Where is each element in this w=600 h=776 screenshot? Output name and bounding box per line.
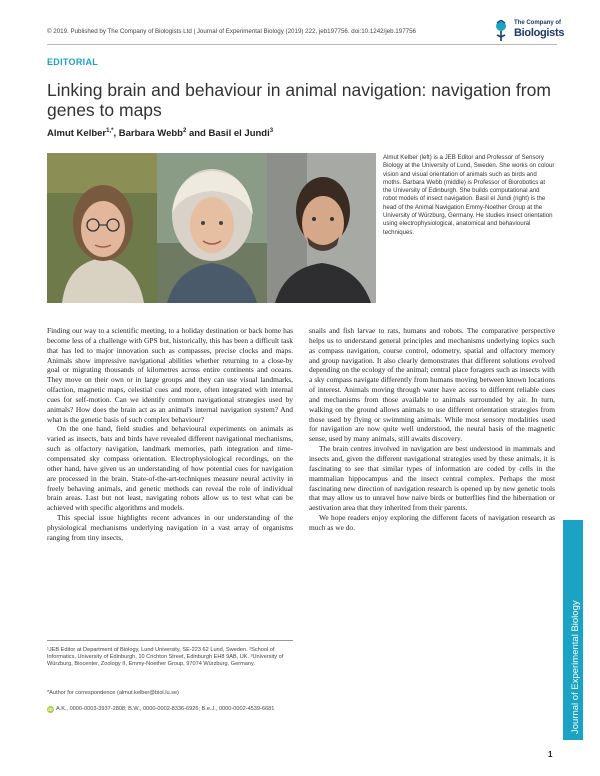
paragraph: The brain centres involved in navigation are best understood in mammals and insects and, given the different navigational strategies used by these animals, it is fascinating to see that similar types of information are coded by cells in the mammalian hippocampus and the insect central complex. Perhaps the most fascinating new direction of navigation research is opened up by new genetic tools that may allow us to unravel how naive birds or butterflies find the hibernation or aestivation area that they inherited from their parents.: [309, 444, 555, 513]
author-photo-right: [267, 153, 376, 303]
body-column-left: [47, 326, 293, 543]
author-separator: ,: [113, 128, 119, 140]
paragraph: We hope readers enjoy exploring the different facets of navigation research as much as we do.: [309, 513, 555, 532]
header-rule: [47, 44, 557, 45]
section-label: EDITORIAL: [47, 57, 99, 67]
author-list: [47, 128, 273, 139]
article-title: Linking brain and behaviour in animal navigation: navigation from genes to maps: [47, 80, 551, 120]
author-photo-middle: [157, 153, 267, 303]
journal-sidebar-banner: [563, 520, 583, 740]
author-photo-left: [47, 153, 157, 303]
author-name[interactable]: Almut Kelber: [47, 128, 107, 140]
author-affiliation-mark: 3: [269, 128, 274, 134]
body-column-right: [309, 326, 555, 533]
author-separator: and: [186, 128, 209, 140]
journal-citation-header: © 2019. Published by The Company of Biologists Ltd | Journal of Experimental Biology (2019) 222, jeb197756. doi:10.1242/jeb.197756: [47, 28, 416, 35]
author-name[interactable]: Basil el Jundi: [208, 128, 270, 140]
correspondence-footnote[interactable]: *Author for correspondence (almut.kelber@biol.lu.se): [47, 690, 179, 696]
orcid-footnote[interactable]: [47, 706, 297, 713]
orcid-icon: iD: [48, 707, 53, 712]
page-number: 1: [548, 750, 553, 759]
photo-caption: Almut Kelber (left) is a JEB Editor and Professor of Sensory Biology at the University of Lund, Sweden. She works on colour vision and visual orientation of animals such as birds and moths. Barbara Webb (middle) is Professor of Biorobotics at the University of Edinburgh. She builds computational and robot models of insect navigation. Basil el Jundi (right) is the head of the Animal Navigation Emmy-Noether Group at the University of Würzburg, Germany. He studies insect orientation using electrophysiological, anatomical and behavioural techniques.: [383, 154, 555, 236]
paragraph: Finding our way to a scientific meeting, to a holiday destination or back home has become less of a challenge with GPS but, historically, this has been a difficult task that has led to major innovation such as compasses, precise clocks and maps. Animals show impressive navigational abilities whether returning to a close-by goal or migrating thousands of kilometres across entire continents and oceans. They move on their own or in large groups and they can use visual landmarks, olfaction, magnetic maps, celestial cues and more, often integrated with internal cues for self-motion. Can we identify common navigational strategies used by animals? How does the brain act as an animal's internal navigation system? And what is the genetic basis of such complex behaviour?: [47, 326, 293, 424]
paragraph: snails and fish larvae to rats, humans and robots. The comparative perspective helps us to understand general principles and mechanisms underlying topics such as compass navigation, course control, odometry, spatial and olfactory memory and group navigation. It also clearly demonstrates that different solutions evolved depending on the ecology of the animal; central place foragers such as insects with a sky compass navigate differently from humans moving between known locations of interest. Animals moving through water have access to different reliable cues and mechanisms from those available to animals surrounded by air. In turn, walking on the ground allows animals to use different orientation strategies from those used by flying or swimming animals. While most sensory modalities used for navigation are now quite well understood, the neural basis of the magnetic sense, used by many animals, still awaits discovery.: [309, 326, 555, 444]
footnote-rule: [47, 640, 293, 641]
thistle-logo-icon: [492, 20, 510, 42]
author-name[interactable]: Barbara Webb: [118, 128, 183, 140]
company-of-biologists-logo[interactable]: [492, 18, 570, 44]
affiliations-footnote: ¹JEB Editor at Department of Biology, Lund University, SE-223 62 Lund, Sweden. ²School of Informatics, University of Edinburgh, 10 Crichton Street, Edinburgh EH8 9AB, UK. ³University of Würzburg, Biocenter, Zoology II, Emmy-Noether Group, 97074 Würzburg, Germany.: [47, 647, 284, 668]
author-affiliation-mark: 2: [182, 128, 187, 134]
logo-brand: Biologists: [514, 27, 565, 39]
logo-tagline: The Company of: [514, 20, 562, 26]
journal-sidebar-label: Journal of Experimental Biology: [570, 600, 581, 734]
author-affiliation-mark: 1,*: [106, 128, 114, 134]
author-photos: [47, 153, 376, 303]
paragraph: This special issue highlights recent advances in our understanding of the physiological mechanisms underlying navigation in a vast array of organisms ranging from tiny insects,: [47, 513, 293, 542]
orcid-ids[interactable]: A.K., 0000-0003-3937-2808; B.W., 0000-0002-8336-6926; B.e.J., 0000-0002-4539-6681: [56, 706, 275, 712]
paragraph: On the one hand, field studies and behavioural experiments on animals as varied as insects, bats and birds have revealed different navigational mechanisms, such as olfactory navigation, landmark memories, path integration and time-compensated sky compass orientation. Electrophysiological recordings, on the other hand, have given us an understanding of how potential cues for navigation are processed in the brain. State-of-the-art-techniques measure neural activity in freely behaving animals, and genetic methods can reveal the role of individual brain areas. Last but not least, navigating robots allow us to test what can be achieved with specific algorithms and models.: [47, 424, 293, 513]
